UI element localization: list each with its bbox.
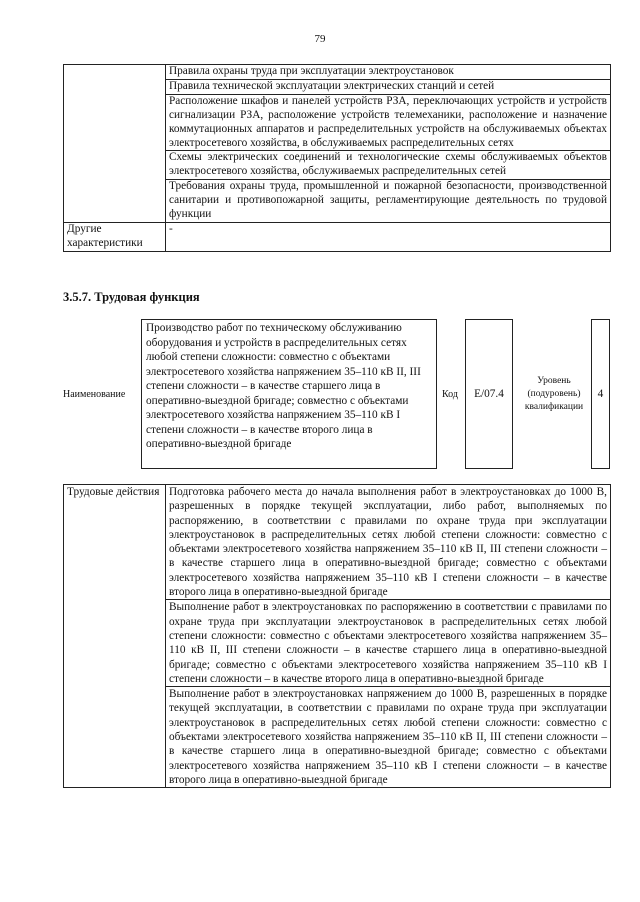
empty-label-cell — [64, 65, 166, 223]
other-characteristics-label: Другие характеристики — [64, 222, 166, 251]
code-label: Код — [442, 389, 458, 400]
labour-actions-label: Трудовые действия — [64, 485, 166, 788]
knowledge-table — [63, 64, 611, 252]
qualification-level-label: Уровень (подуровень) квалификации — [524, 376, 584, 412]
knowledge-item: Правила технической эксплуатации электрических станций и сетей — [166, 79, 611, 94]
section-heading: 3.5.7. Трудовая функция — [63, 290, 200, 304]
labour-actions-table — [63, 484, 611, 788]
other-characteristics-value: - — [166, 222, 611, 251]
qualification-level-value: 4 — [597, 388, 604, 400]
knowledge-item: Схемы электрических соединений и технологические схемы обслуживаемых объектов электросетевого хозяйства, обслуживаемых распределительных сетей — [166, 151, 611, 180]
labour-action-item: Выполнение работ в электроустановках напряжением до 1000 В, разрешенных в порядке текущей эксплуатации, в соответствии с правилами по охране труда при эксплуатации электроустановок в распределительных сетях любой степени сложности: совместно с объектами электросетевого хозяйства напряжением 35–110 кВ II, III степени сложности – в качестве старшего лица в оперативно-выездной бригаде; совместно с объектами электросетевого хозяйства напряжением 35–110 кВ I степени сложности – в качестве второго лица в оперативно-выездной бригаде — [166, 687, 611, 788]
knowledge-item: Требования охраны труда, промышленной и пожарной безопасности, производственной санитарии и противопожарной защиты, регламентирующие деятельность по трудовой функции — [166, 180, 611, 223]
labour-action-item: Выполнение работ в электроустановках по распоряжению в соответствии с правилами по охране труда при эксплуатации электроустановок в распределительных сетях любой степени сложности: совместно с объектами электросетевого хозяйства напряжением 35–110 кВ II, III степени сложности – в качестве старшего лица в оперативно-выездной бригаде; совместно с объектами электросетевого хозяйства напряжением 35–110 кВ I степени сложности – в качестве второго лица в оперативно-выездной бригаде — [166, 600, 611, 687]
knowledge-item: Правила охраны труда при эксплуатации электроустановок — [166, 65, 611, 80]
table-row — [64, 65, 611, 80]
labour-action-item: Подготовка рабочего места до начала выполнения работ в электроустановках до 1000 В, разрешенных в порядке текущей эксплуатации, либо работ, выполняемых по распоряжению, в соответствии с правилами по охране труда при эксплуатации электроустановок в распределительных сетях любой степени сложности: совместно с объектами электросетевого хозяйства напряжением 35–110 кВ II, III степени сложности – в качестве старшего лица в оперативно-выездной бригаде; совместно с объектами электросетевого хозяйства напряжением 35–110 кВ I степени сложности – в качестве второго лица в оперативно-выездной бригаде — [166, 485, 611, 600]
knowledge-item: Расположение шкафов и панелей устройств РЗА, переключающих устройств и устройств сигнализации РЗА, расположение устройств телемеханики, расположение и назначение коммутационных аппаратов и распределительных устройств на обслуживаемых объектах электросетевого хозяйства, в обслуживаемых распределительных сетях — [166, 94, 611, 151]
qualification-level-box — [591, 319, 610, 469]
function-name-box: Производство работ по техническому обслуживанию оборудования и устройств в распределительных сетях любой степени сложности: совместно с объектами электросетевого хозяйства напряжением 35–110 кВ II, III степени сложности – в качестве старшего лица в оперативно-выездной бригаде; совместно с объектами электросетевого хозяйства напряжением 35–110 кВ I степени сложности – в качестве второго лица в оперативно-выездной бригаде — [141, 319, 437, 469]
table-row — [64, 485, 611, 600]
code-box — [465, 319, 513, 469]
code-value: E/07.4 — [474, 388, 504, 400]
page-number: 79 — [314, 33, 326, 45]
table-row — [64, 222, 611, 251]
name-label: Наименование — [63, 389, 126, 400]
